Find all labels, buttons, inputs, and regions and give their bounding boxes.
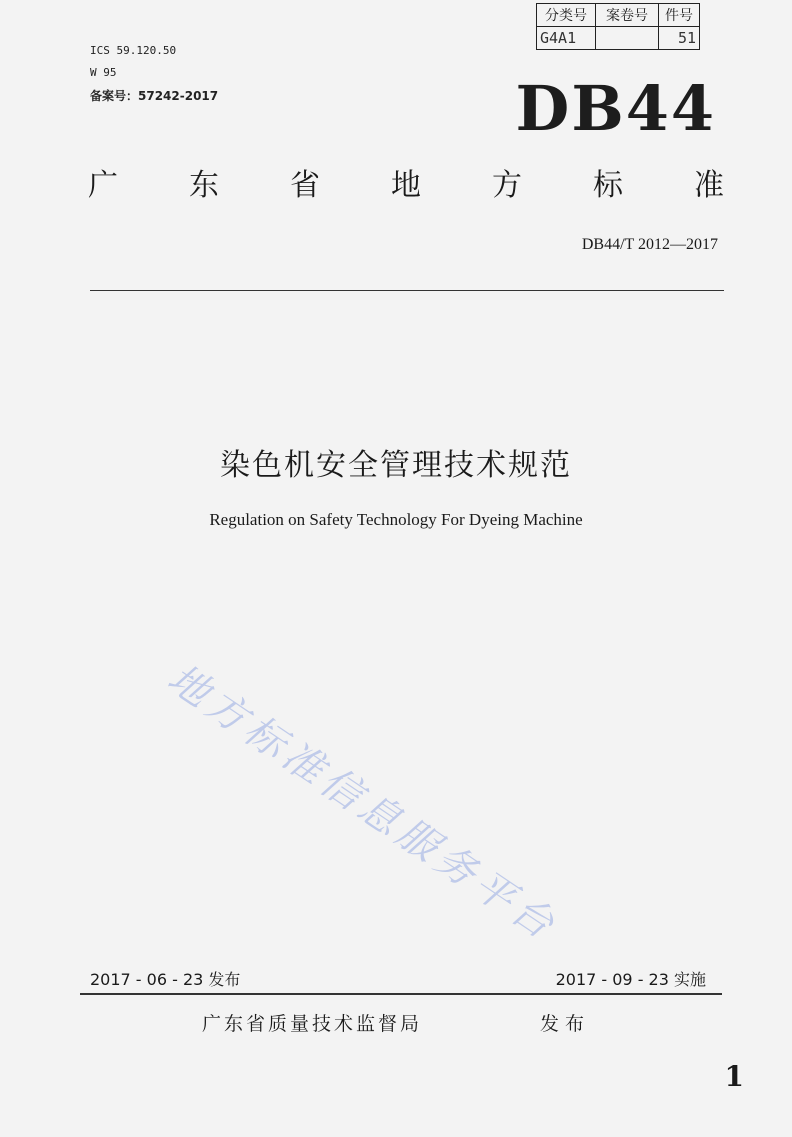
- classification-value-file: [596, 27, 659, 50]
- classification-box: [536, 3, 700, 50]
- standard-title-char: 省: [290, 168, 320, 203]
- standard-title-char: 东: [189, 168, 219, 203]
- classification-header-category: 分类号: [537, 4, 596, 27]
- document-title-cn: 染色机安全管理技术规范: [220, 448, 572, 483]
- standard-title-char: 方: [492, 168, 522, 203]
- standard-number: DB44/T 2012—2017: [581, 236, 718, 253]
- footer-divider: [80, 993, 722, 995]
- watermark-text: 地方标准信息服务平台: [159, 655, 567, 951]
- document-title-en: Regulation on Safety Technology For Dyeing Machine: [209, 510, 583, 529]
- standard-title-char: 标: [593, 168, 623, 203]
- class-code: W 95: [90, 66, 117, 79]
- standard-title-char: 准: [694, 168, 724, 203]
- header-divider: [90, 290, 724, 291]
- standard-title-char: 广: [88, 168, 118, 203]
- classification-value-item: 51: [659, 27, 700, 50]
- implement-date: 2017 - 09 - 23 实施: [555, 970, 706, 989]
- issuing-authority: 广东省质量技术监督局: [202, 1013, 423, 1035]
- ics-code: ICS 59.120.50: [90, 44, 177, 57]
- publish-date: 2017 - 06 - 23 发布: [90, 970, 241, 989]
- standard-type-title: [88, 160, 724, 204]
- db44-logo: DB44: [515, 72, 716, 145]
- issued-label: 发布: [540, 1013, 591, 1035]
- classification-header-file: 案卷号: [596, 4, 659, 27]
- classification-value-category: G4A1: [537, 27, 596, 50]
- record-number: 备案号：57242-2017: [90, 89, 219, 103]
- standard-title-char: 地: [391, 168, 421, 203]
- page-mark: 1: [724, 1060, 744, 1093]
- classification-header-item: 件号: [659, 4, 700, 27]
